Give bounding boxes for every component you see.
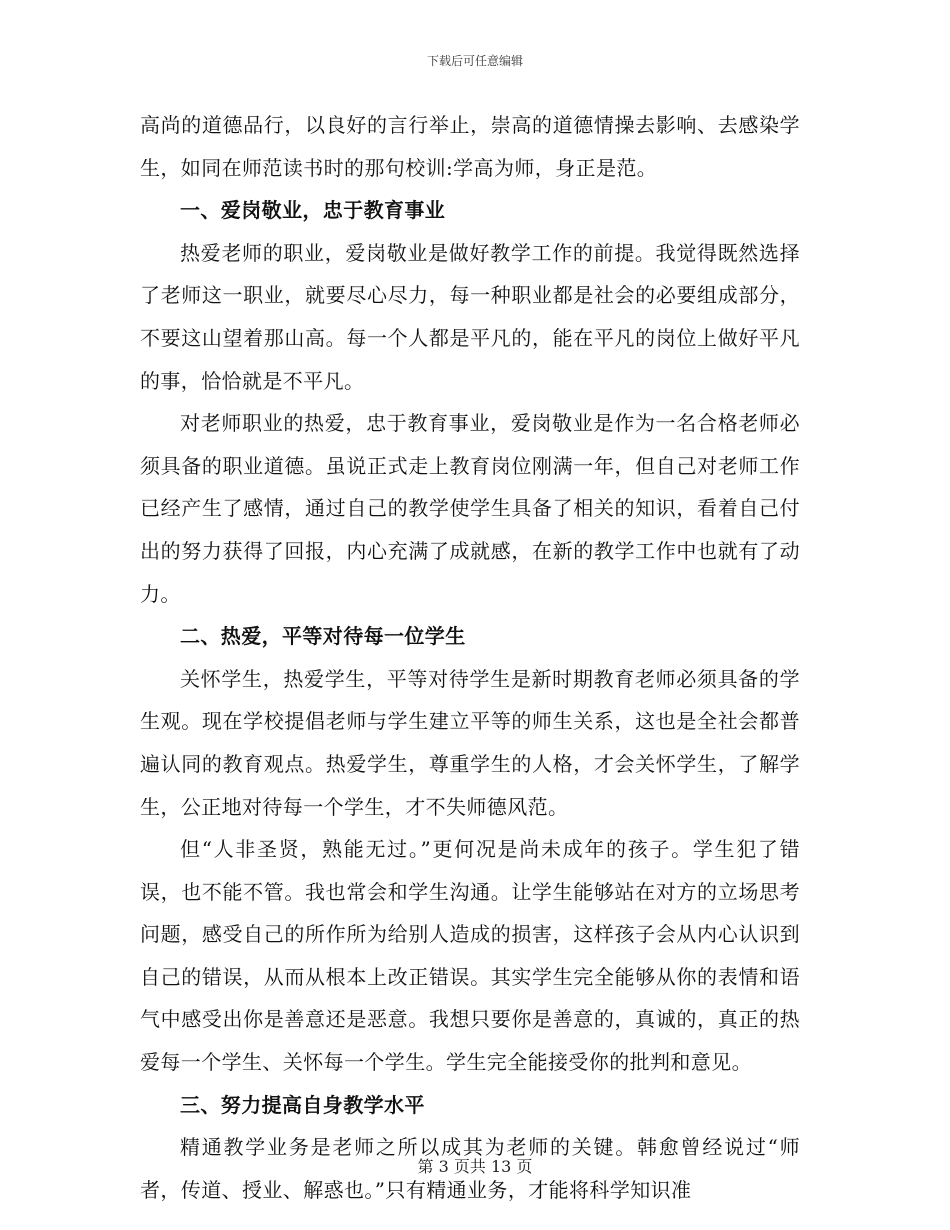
section-heading-1: 一、爱岗敬业，忠于教育事业 (180, 198, 446, 223)
page-header: 下载后可任意编辑 (426, 54, 523, 68)
page-number: 第 3 页共 13 页 (417, 1157, 533, 1176)
section-heading-3: 三、努力提高自身教学水平 (180, 1092, 425, 1117)
paragraph-4: 关怀学生，热爱学生，平等对待学生是新时期教育老师必须具备的学生观。现在学校提倡老师与学生建立平等的师生关系，这也是全社会都普遍认同的教育观点。热爱学生，尊重学生的人格，才会关怀学生，了解学生，公正地对待每一个学生，才不失师德风范。 (140, 666, 800, 819)
paragraph-6: 精通教学业务是老师之所以成其为老师的关键。韩愈曾经说过“师者，传道、授业、解惑也。”只有精通业务，才能将科学知识准 (140, 1135, 800, 1202)
document-body (140, 104, 800, 1211)
paragraph-2: 热爱老师的职业，爱岗敬业是做好教学工作的前提。我觉得既然选择了老师这一职业，就要尽心尽力，每一种职业都是社会的必要组成部分，不要这山望着那山高。每一个人都是平凡的，能在平凡的岗位上做好平凡的事，恰恰就是不平凡。 (140, 240, 800, 393)
paragraph-3: 对老师职业的热爱，忠于教育事业，爱岗敬业是作为一名合格老师必须具备的职业道德。虽说正式走上教育岗位刚满一年，但自己对老师工作已经产生了感情，通过自己的教学使学生具备了相关的知识，看着自己付出的努力获得了回报，内心充满了成就感，在新的教学工作中也就有了动力。 (140, 411, 800, 606)
paragraph-5: 但“人非圣贤，熟能无过。”更何况是尚未成年的孩子。学生犯了错误，也不能不管。我也常会和学生沟通。让学生能够站在对方的立场思考问题，感受自己的所作所为给别人造成的损害，这样孩子会从内心认识到自己的错误，从而从根本上改正错误。其实学生完全能够从你的表情和语气中感受出你是善意还是恶意。我想只要你是善意的，真诚的，真正的热爱每一个学生、关怀每一个学生。学生完全能接受你的批判和意见。 (140, 837, 800, 1075)
section-heading-2: 二、热爱，平等对待每一位学生 (180, 624, 466, 649)
paragraph-1: 高尚的道德品行，以良好的言行举止，崇高的道德情操去影响、去感染学生，如同在师范读书时的那句校训:学高为师，身正是范。 (140, 113, 800, 180)
